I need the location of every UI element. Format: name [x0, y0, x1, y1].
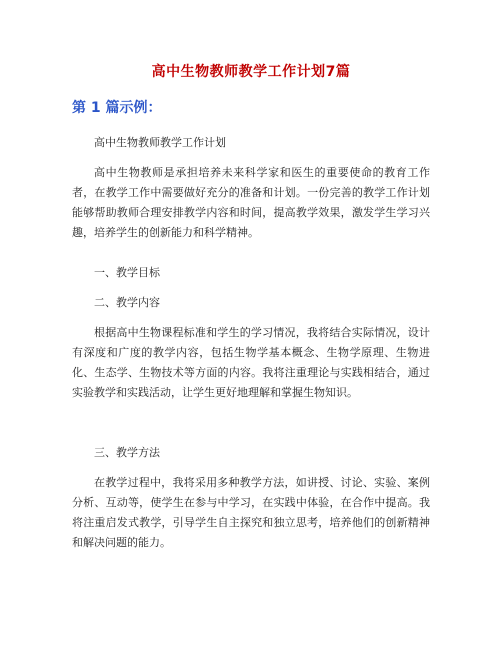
heading-teaching-goals: 一、教学目标	[94, 266, 160, 279]
section-heading: 第 1 篇示例：	[72, 100, 162, 116]
paragraph	[72, 163, 430, 243]
paragraph-intro: 高中生物教师是承担培养未来科学家和医生的重要使命的教育工作者，在教学工作中需要做好充分的准备和计划。一份完善的教学工作计划能够帮助教师合理安排教学内容和时间，提高教学效果，激发学生学习兴趣，培养学生的创新能力和科学精神。	[72, 166, 430, 239]
paragraph	[72, 473, 430, 553]
paragraph-teaching-content: 根据高中生物课程标准和学生的学习情况，我将结合实际情况，设计有深度和广度的教学内容，包括生物学基本概念、生物学原理、生物进化、生态学、生物技术等方面的内容。我将注重理论与实践相结合，通过实验教学和实践活动，让学生更好地理解和掌握生物知识。	[72, 326, 430, 399]
paragraph	[72, 323, 430, 403]
paragraph-subtitle: 高中生物教师教学工作计划	[94, 136, 226, 149]
paragraph	[72, 293, 430, 313]
heading-teaching-content: 二、教学内容	[94, 296, 160, 309]
document-title: 高中生物教师教学工作计划7篇	[151, 64, 351, 80]
paragraph-teaching-methods: 在教学过程中，我将采用多种教学方法，如讲授、讨论、实验、案例分析、互动等，使学生在参与中学习，在实践中体验，在合作中提高。我将注重启发式教学，引导学生自主探究和独立思考，培养他们的创新精神和解决问题的能力。	[72, 476, 430, 549]
paragraph	[72, 133, 430, 153]
paragraph	[72, 263, 430, 283]
heading-teaching-methods: 三、教学方法	[94, 446, 160, 459]
paragraph	[72, 443, 430, 463]
